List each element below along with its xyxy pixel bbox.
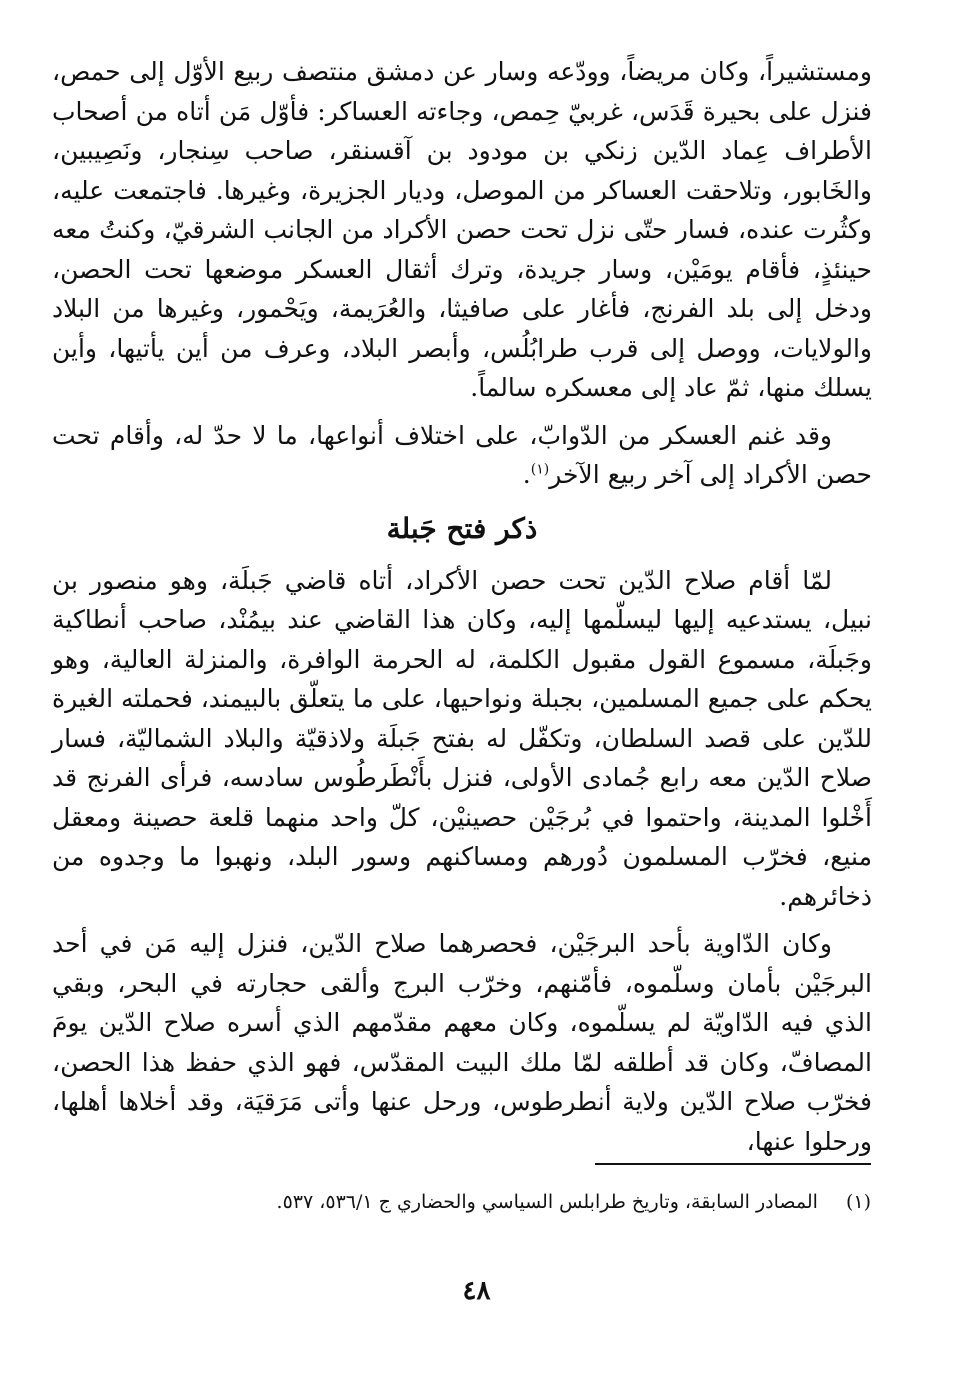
paragraph-1: ومستشيراً، وكان مريضاً، وودّعه وسار عن دمشق منتصف ربيع الأوّل إلى حمص، فنزل على بحيرة قَدَس، غربيّ حِمص، وجاءته العساكر: فأوّل مَن أتاه من أصحاب الأطراف عِماد الدّين زنكي بن مودود بن آقسنقر، صاحب سِنجار، ونَصِيبين، والخَابور، وتلاحقت العساكر من الموصل، وديار الجزيرة، وغيرها. فاجتمعت عليه، وكثُرت عنده، فسار حتّى نزل تحت حصن الأكراد من الجانب الشرقيّ، وكنتُ معه حينئذٍ، فأقام يومَيْن، وسار جريدة، وترك أثقال العسكر موضعها تحت الحصن، ودخل إلى بلد الفرنج، فأغار على صافيثا، والعُرَيمة، ويَحْمور، وغيرها من البلاد والولايات، ووصل إلى قرب طرابُلُس، وأبصر البلاد، وعرف من أين يأتيها، وأين يسلك منها، ثمّ عاد إلى معسكره سالماً. <box>52 57 872 402</box>
body-text <box>52 52 872 1169</box>
page-number: ٤٨ <box>462 1276 491 1306</box>
footnote-marker: (١) <box>845 1191 871 1213</box>
paragraph-4: وكان الدّاوية بأحد البرجَيْن، فحصرهما صلاح الدّين، فنزل إليه مَن في أحد البرجَيْن بأمان وسلّموه، فأمّنهم، وخرّب البرج وألقى حجارته في البحر، وبقي الذي فيه الدّاويّة لم يسلّموه، وكان معهم مقدّمهم الذي أسره صلاح الدّين يومَ المصافّ، وكان قد أطلقه لمّا ملك البيت المقدّس، فهو الذي حفظ هذا الحصن، فخرّب صلاح الدّين ولاية أنطرطوس، ورحل عنها وأتى مَرَقيَة، وقد أخلاها أهلها، ورحلوا عنها، <box>52 929 872 1156</box>
paragraph-3: لمّا أقام صلاح الدّين تحت حصن الأكراد، أتاه قاضي جَبلَة، وهو منصور بن نبيل، يستدعيه إليها ليسلّمها إليه، وكان هذا القاضي عند بيمُنْد، صاحب أنطاكية وجَبلَة، مسموع القول مقبول الكلمة، له الحرمة الوافرة، والمنزلة العالية، وهو يحكم على جميع المسلمين، بجبلة ونواحيها، على ما يتعلّق بالبيمند، فحملته الغيرة للدّين على قصد السلطان، وتكفّل له بفتح جَبلَة ولاذقيّة والبلاد الشماليّة، فسار صلاح الدّين معه رابع جُمادى الأولى، فنزل بأَنْطَرطُوس سادسه، فرأى الفرنج قد أَخْلوا المدينة، واحتموا في بُرجَيْن حصينيْن، كلّ واحد منهما قلعة حصينة ومعقل منيع، فخرّب المسلمون دُورهم ومساكنهم وسور البلد، ونهبوا ما وجدوه من ذخائرهم. <box>52 565 872 911</box>
paragraph-2-text: وقد غنم العسكر من الدّوابّ، على اختلاف أنواعها، ما لا حدّ له، وأقام تحت حصن الأكراد إلى آخر ربيع الآخر <box>52 420 872 489</box>
paragraph-2: وقد غنم العسكر من الدّوابّ، على اختلاف أنواعها، ما لا حدّ له، وأقام تحت حصن الأكراد إلى آخر ربيع الآخر$^{(١)}$. <box>52 420 872 489</box>
footnote-divider <box>595 1163 871 1165</box>
section-heading: ذكر فتح جَبلة <box>386 511 538 545</box>
footnote-text: المصادر السابقة، وتاريخ طرابلس السياسي والحضاري ج ٥٣٦/١، ٥٣٧. <box>276 1191 818 1213</box>
footnote <box>81 1188 871 1216</box>
footnote-reference[interactable]: (١) <box>530 461 550 478</box>
